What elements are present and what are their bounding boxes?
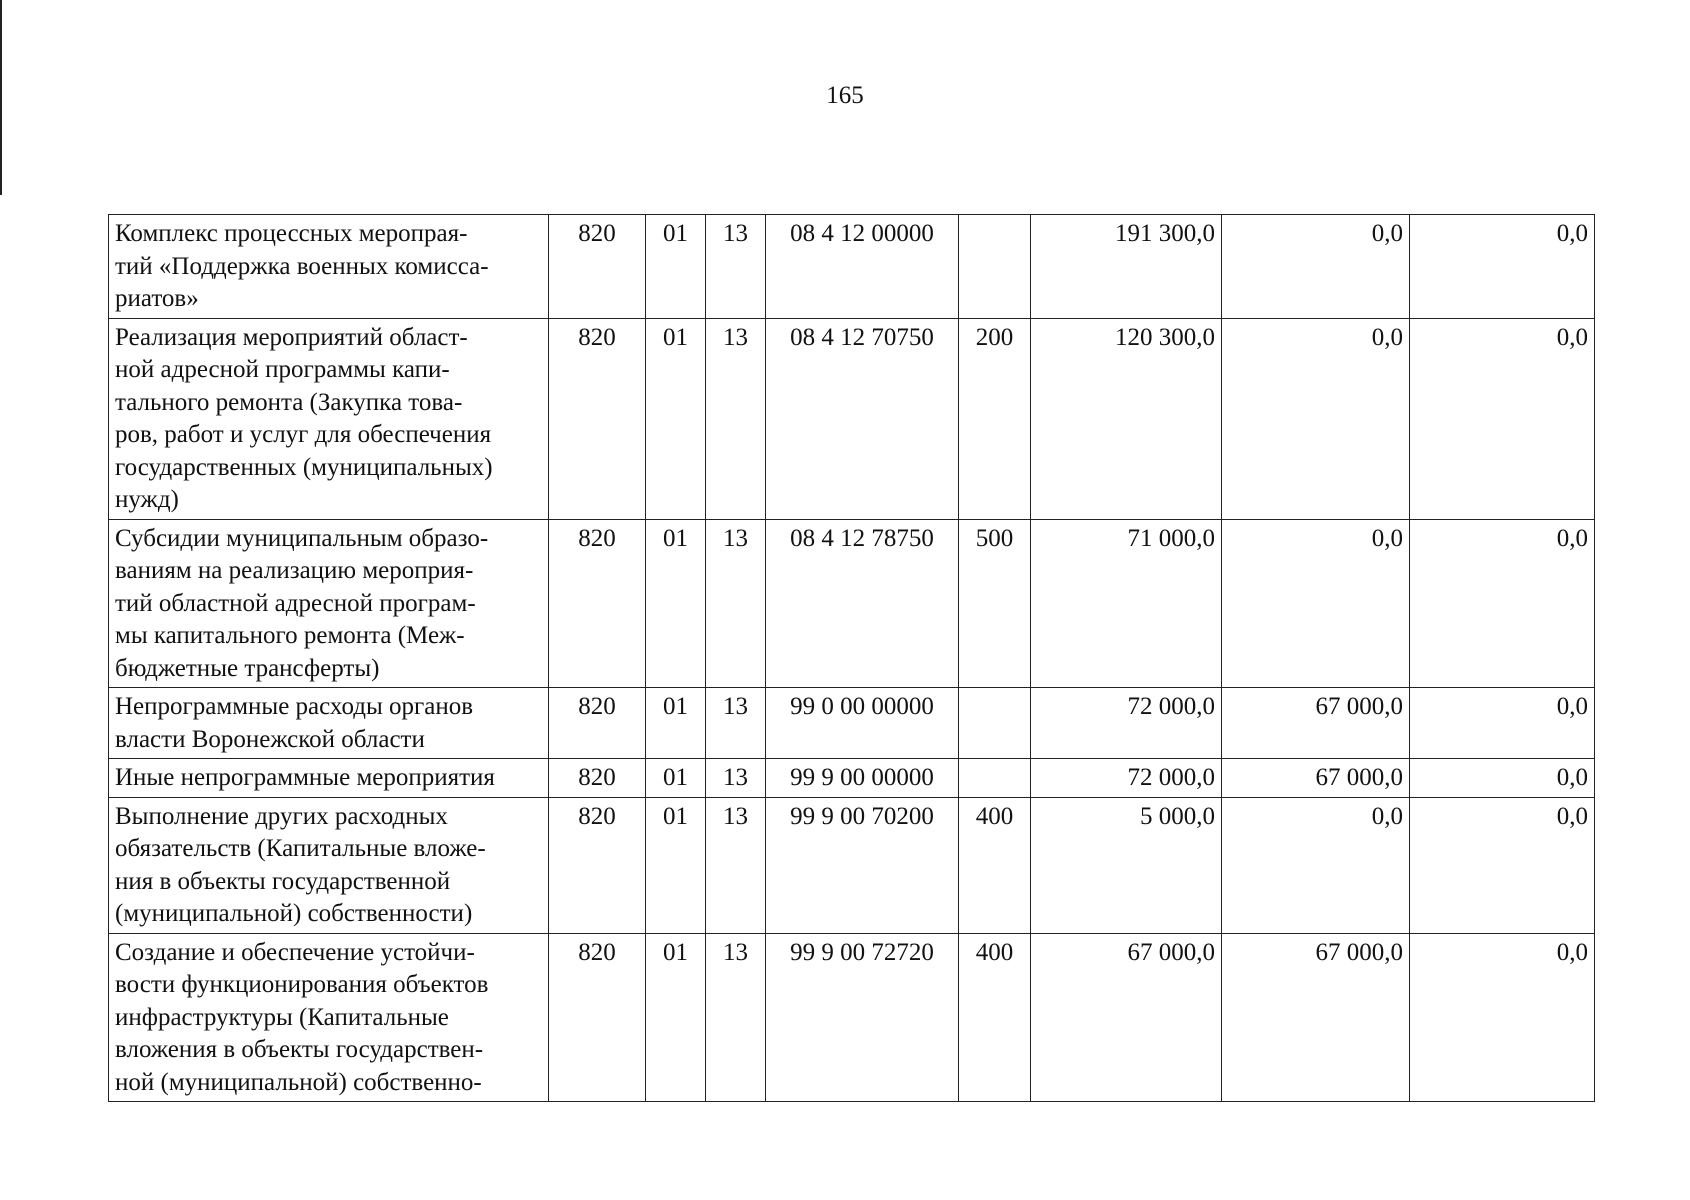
cell-gr: 820: [549, 759, 646, 798]
cell-sum-2: 0,0: [1222, 519, 1410, 688]
cell-name-line: Иные непрограммные мероприятия: [115, 764, 495, 791]
cell-name: [109, 318, 549, 519]
table-row: [109, 933, 1595, 1102]
cell-csr: 08 4 12 70750: [766, 318, 959, 519]
cell-csr: 99 0 00 00000: [766, 688, 959, 759]
cell-csr: 99 9 00 70200: [766, 797, 959, 933]
page-number: 165: [826, 82, 864, 109]
cell-sum-3: 0,0: [1410, 797, 1595, 933]
cell-rz: 01: [646, 797, 706, 933]
cell-pr: 13: [706, 215, 766, 319]
cell-name-line: вости функционирования объектов: [115, 971, 489, 998]
cell-name: [109, 519, 549, 688]
cell-name-line: Выполнение других расходных: [115, 802, 448, 830]
cell-name: [109, 759, 549, 798]
cell-gr: 820: [549, 215, 646, 319]
cell-sum-1: 72 000,0: [1031, 688, 1222, 759]
table-row: [109, 519, 1595, 688]
cell-name-line: Субсидии муниципальным образо-: [115, 524, 489, 552]
cell-sum-2: 67 000,0: [1222, 688, 1410, 759]
cell-name-line: Непрограммные расходы органов: [115, 693, 474, 720]
cell-name-line: власти Воронежской области: [115, 725, 425, 753]
cell-vr: 500: [959, 519, 1031, 688]
budget-table: [108, 214, 1595, 1102]
cell-name: [109, 933, 549, 1102]
cell-name-line: мы капитального ремонта (Меж-: [115, 622, 465, 649]
cell-name-line: государственных (муниципальных): [115, 453, 493, 481]
cell-gr: 820: [549, 797, 646, 933]
cell-name-line: инфраструктуры (Капитальные: [115, 1003, 449, 1031]
cell-sum-1: 72 000,0: [1031, 759, 1222, 798]
cell-rz: 01: [646, 519, 706, 688]
cell-sum-3: 0,0: [1410, 759, 1595, 798]
cell-sum-1: 120 300,0: [1031, 318, 1222, 519]
cell-name-line: ной адресной программы капи-: [115, 356, 450, 383]
cell-vr: [959, 688, 1031, 759]
cell-name-line: Создание и обеспечение устойчи-: [115, 938, 475, 966]
cell-sum-3: 0,0: [1410, 519, 1595, 688]
cell-sum-2: 67 000,0: [1222, 759, 1410, 798]
cell-sum-1: 5 000,0: [1031, 797, 1222, 933]
cell-sum-3: 0,0: [1410, 215, 1595, 319]
cell-name-line: (муниципальной) собственности): [115, 900, 473, 927]
cell-name-line: Реализация мероприятий област-: [115, 323, 468, 351]
cell-rz: 01: [646, 318, 706, 519]
cell-vr: 400: [959, 933, 1031, 1102]
cell-rz: 01: [646, 933, 706, 1102]
cell-rz: 01: [646, 688, 706, 759]
cell-vr: [959, 759, 1031, 798]
cell-rz: 01: [646, 759, 706, 798]
cell-vr: [959, 215, 1031, 319]
cell-gr: 820: [549, 933, 646, 1102]
cell-name: [109, 797, 549, 933]
cell-name-line: ной (муниципальной) собственно-: [115, 1068, 482, 1096]
cell-sum-3: 0,0: [1410, 688, 1595, 759]
cell-sum-1: 191 300,0: [1031, 215, 1222, 319]
cell-pr: 13: [706, 933, 766, 1102]
cell-name-line: тий областной адресной програм-: [115, 589, 476, 617]
table-row: [109, 318, 1595, 519]
table-row: [109, 215, 1595, 319]
cell-sum-2: 0,0: [1222, 215, 1410, 319]
cell-sum-1: 71 000,0: [1031, 519, 1222, 688]
cell-pr: 13: [706, 519, 766, 688]
cell-name-line: риатов»: [115, 285, 199, 312]
cell-name-line: ния в объекты государственной: [115, 867, 451, 895]
cell-sum-2: 67 000,0: [1222, 933, 1410, 1102]
cell-gr: 820: [549, 318, 646, 519]
cell-vr: 200: [959, 318, 1031, 519]
cell-vr: 400: [959, 797, 1031, 933]
cell-name: [109, 215, 549, 319]
cell-name-line: тального ремонта (Закупка това-: [115, 388, 463, 416]
cell-csr: 08 4 12 78750: [766, 519, 959, 688]
cell-name-line: ров, работ и услуг для обеспечения: [115, 421, 492, 448]
cell-csr: 08 4 12 00000: [766, 215, 959, 319]
cell-gr: 820: [549, 688, 646, 759]
cell-pr: 13: [706, 688, 766, 759]
cell-rz: 01: [646, 215, 706, 319]
cell-name-line: вложения в объекты государствен-: [115, 1036, 484, 1063]
cell-sum-1: 67 000,0: [1031, 933, 1222, 1102]
cell-csr: 99 9 00 72720: [766, 933, 959, 1102]
table-row: [109, 797, 1595, 933]
cell-name: [109, 688, 549, 759]
cell-gr: 820: [549, 519, 646, 688]
cell-name-line: нужд): [115, 486, 179, 513]
cell-sum-2: 0,0: [1222, 797, 1410, 933]
cell-name-line: Комплекс процессных меропрая-: [115, 220, 468, 247]
cell-name-line: обязательств (Капитальные вложе-: [115, 835, 486, 862]
cell-sum-2: 0,0: [1222, 318, 1410, 519]
cell-pr: 13: [706, 797, 766, 933]
cell-name-line: ваниям на реализацию мероприя-: [115, 557, 474, 584]
cell-name-line: бюджетные трансферты): [115, 654, 380, 682]
table-row: [109, 759, 1595, 798]
cell-csr: 99 9 00 00000: [766, 759, 959, 798]
table-row: [109, 688, 1595, 759]
cell-name-line: тий «Поддержка военных комисса-: [115, 252, 489, 280]
cell-sum-3: 0,0: [1410, 318, 1595, 519]
cell-pr: 13: [706, 759, 766, 798]
cell-sum-3: 0,0: [1410, 933, 1595, 1102]
cell-pr: 13: [706, 318, 766, 519]
